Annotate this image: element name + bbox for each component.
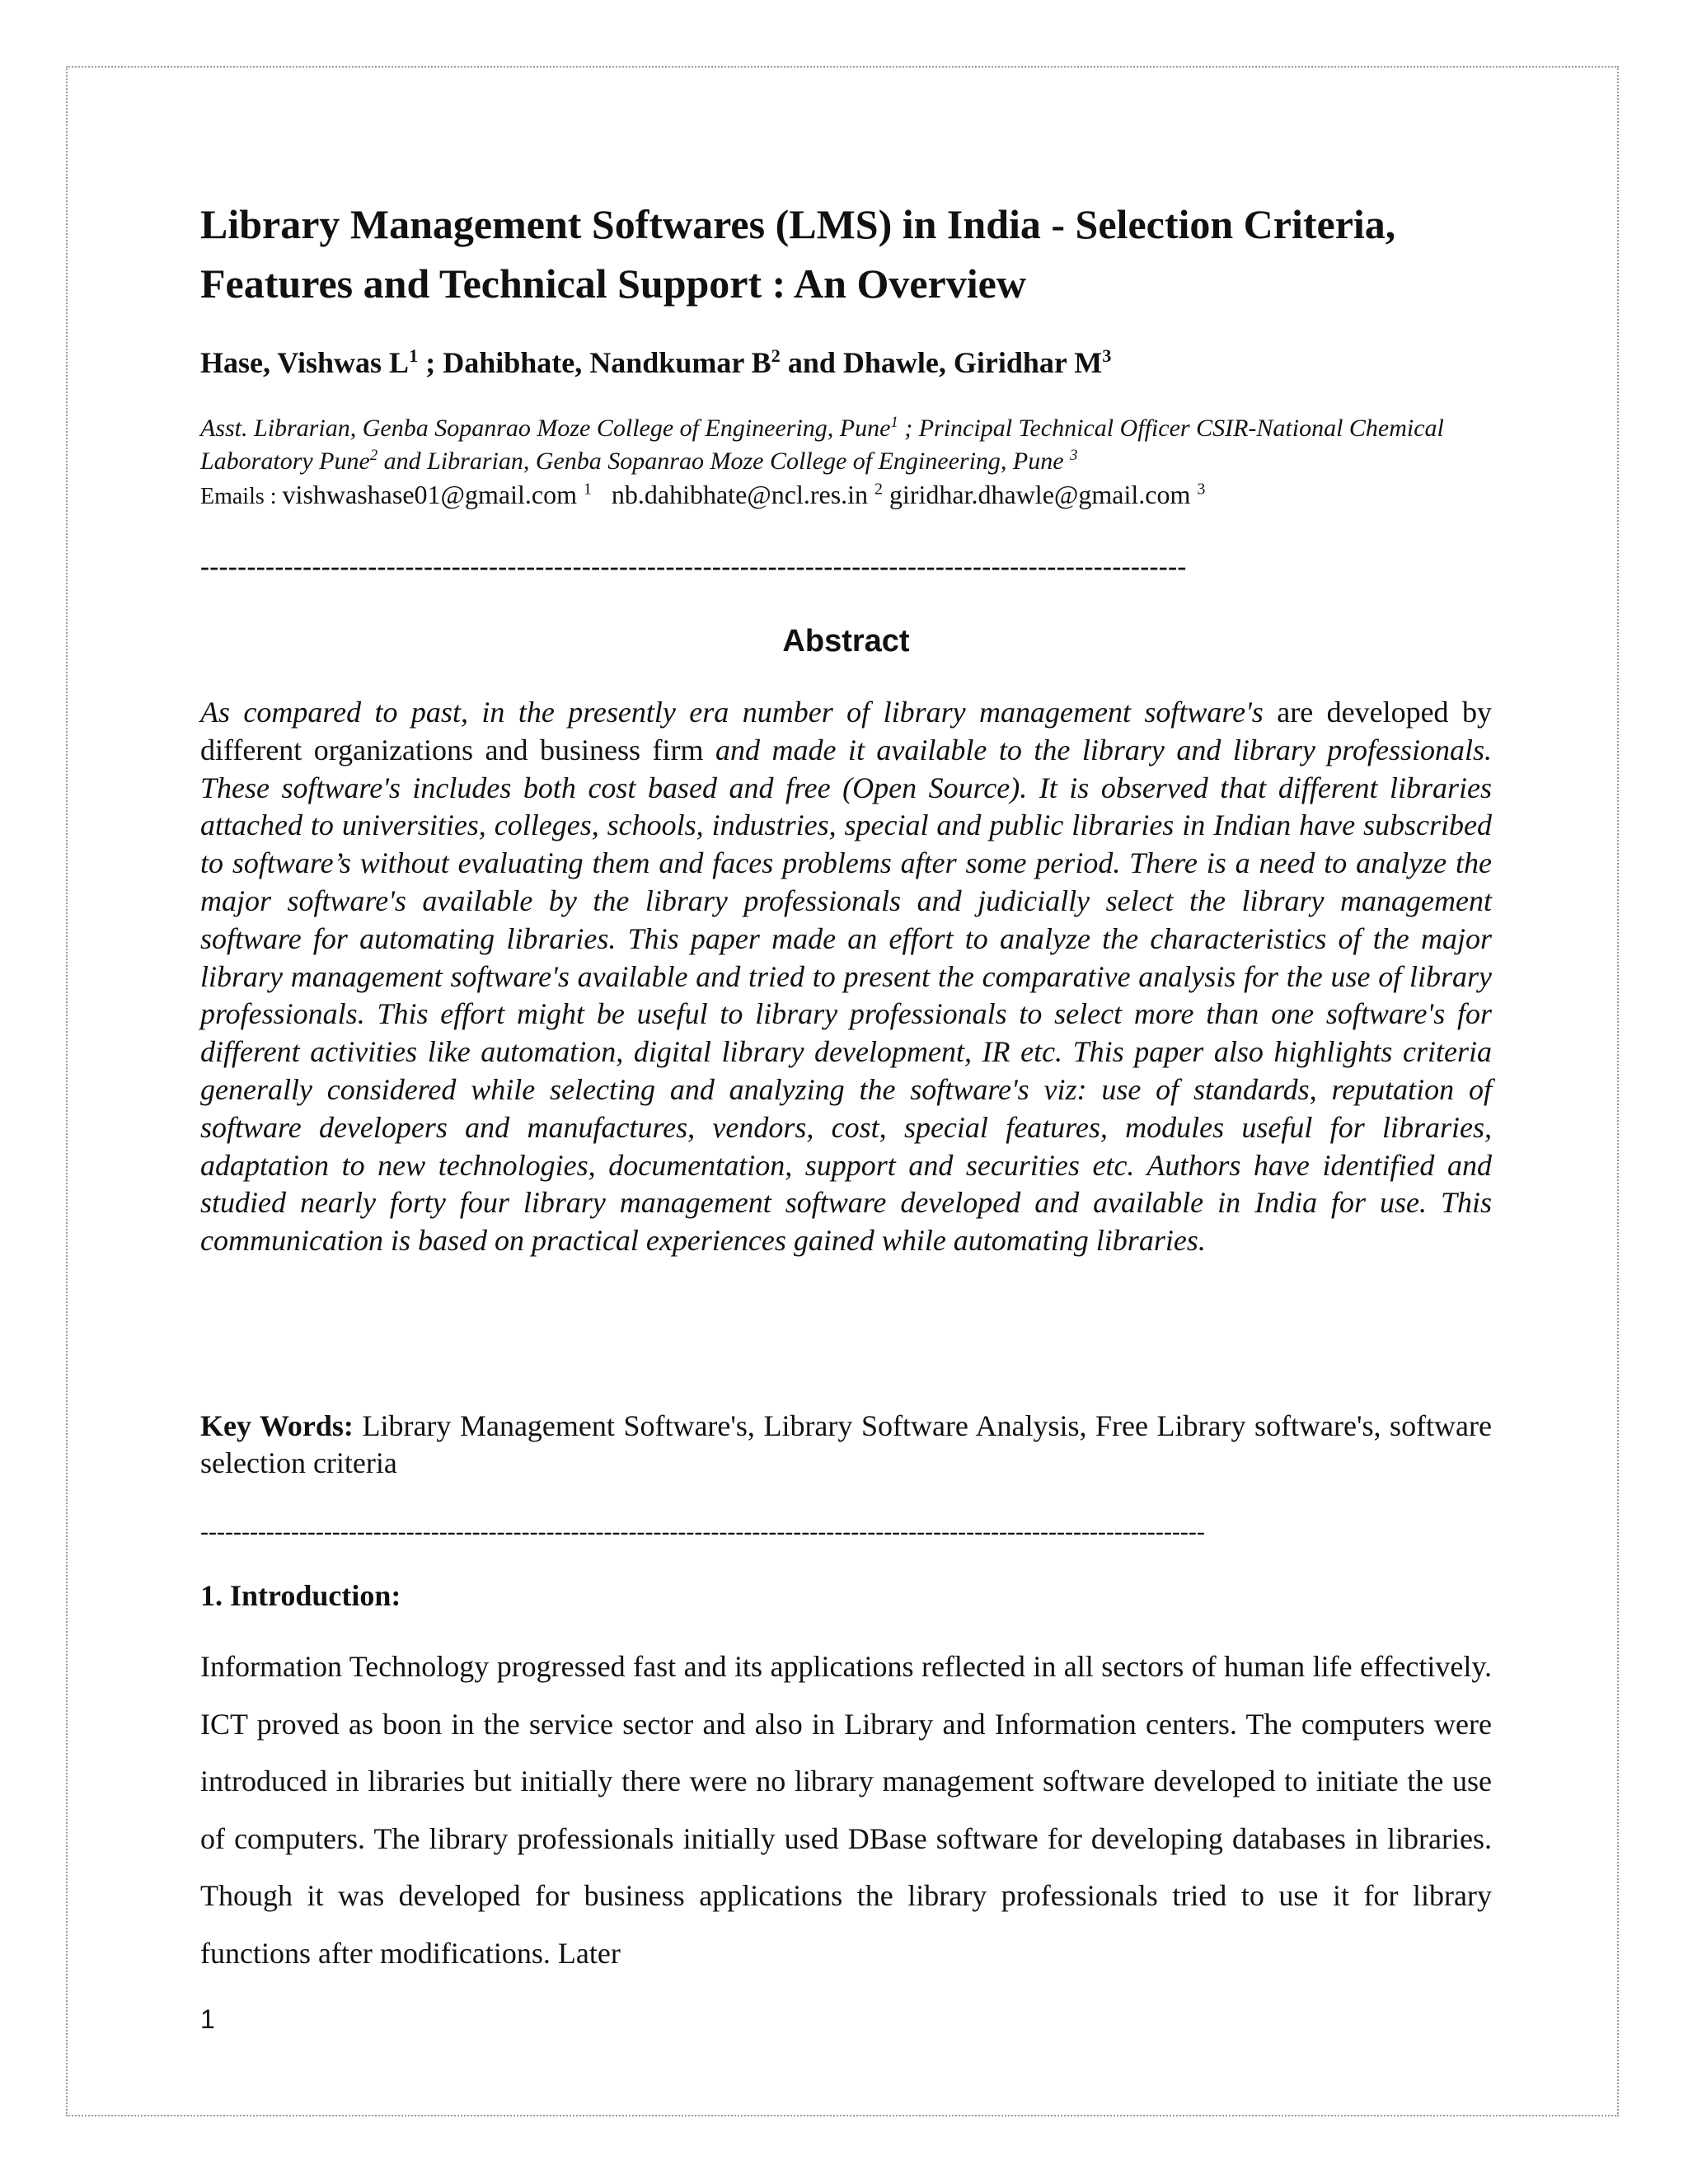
email-3[interactable]: giridhar.dhawle@gmail.com — [889, 480, 1191, 509]
affiliation-3-sup: 3 — [1070, 447, 1078, 464]
author-separator: and — [780, 346, 843, 379]
affiliations — [200, 412, 1492, 478]
affiliation-3: and Librarian, Genba Sopanrao Moze College of Engineering, Pune — [377, 448, 1071, 475]
email-list — [200, 478, 1492, 513]
email-3-sup: 3 — [1197, 480, 1206, 499]
abstract-text-1: As compared to past, in the presently era number of library management software's — [200, 696, 1264, 729]
author-1: Hase, Vishwas L — [200, 346, 410, 379]
author-3-sup: 3 — [1102, 345, 1112, 366]
abstract-body — [200, 694, 1492, 1260]
separator-bold: ---------------------------------------------------------------------------------------------------------- — [200, 552, 1187, 582]
keywords-text: Library Management Software's, Library Software Analysis, Free Library software's, software selection criteria — [200, 1409, 1492, 1479]
page-number: 1 — [200, 2004, 215, 2034]
author-list — [200, 343, 1492, 382]
abstract-heading: Abstract — [782, 624, 910, 658]
introduction-body: Information Technology progressed fast and its applications reflected in all sectors of human life effectively. ICT proved as boon in the service sector and also in Library and Information centers. The computers were introduced in libraries but initially there were no library management software developed to initiate the use of computers. The library professionals initially used DBase software for developing databases in libraries. Though it was developed for business applications the library professionals tried to use it for library functions after modifications. Later — [200, 1650, 1492, 1970]
affiliation-1: Asst. Librarian, Genba Sopanrao Moze College of Engineering, Pune — [200, 415, 891, 442]
emails-label: Emails : — [200, 484, 283, 509]
author-2-sup: 2 — [771, 345, 781, 366]
email-2-sup: 2 — [874, 480, 883, 499]
author-separator: ; — [418, 346, 443, 379]
abstract-text-2: are developed by different organizations and business firm — [200, 696, 1492, 766]
keywords-label: Key Words: — [200, 1409, 354, 1442]
affiliation-2-sup: 2 — [369, 447, 378, 464]
abstract-text-3: and made it available to the library and library professionals. These software's includes both cost based and free (Open Source). It is observed that different libraries attached to universities, colleges, schools, industries, special and public libraries in Indian have subscribed to software’s without evaluating them and faces problems after some period. There is a need to analyze the major software's available by the library professionals and judicially select the library management software for automating libraries. This paper made an effort to analyze the characteristics of the major library management software's available and tried to present the comparative analysis for the use of library professionals. This effort might be useful to library professionals to select more than one software's for different activities like automation, digital library development, IR etc. This paper also highlights criteria generally considered while selecting and analyzing the software's viz: use of standards, reputation of software developers and manufactures, vendors, cost, special features, modules useful for libraries, adaptation to new technologies, documentation, support and securities etc. Authors have identified and studied nearly forty four library management software developed and available in India for use. This communication is based on practical experiences gained while automating libraries. — [200, 733, 1492, 1258]
email-1-sup: 1 — [583, 480, 592, 499]
author-2: Dahibhate, Nandkumar B — [443, 346, 771, 379]
email-1[interactable]: vishwashase01@gmail.com — [282, 480, 577, 509]
introduction-heading: 1. Introduction: — [200, 1579, 401, 1612]
author-1-sup: 1 — [409, 345, 419, 366]
separator-thin: -------------------------------------------------------------------------------------------------------------------------- — [200, 1518, 1205, 1545]
email-2[interactable]: nb.dahibhate@ncl.res.in — [611, 480, 869, 509]
affiliation-1-sup: 1 — [890, 414, 898, 431]
author-3: Dhawle, Giridhar M — [842, 346, 1103, 379]
keywords — [200, 1408, 1492, 1482]
affiliation-2: ; Principal Technical Officer CSIR-National Chemical Laboratory Pune — [200, 415, 1444, 475]
paper-title: Library Management Softwares (LMS) in India - Selection Criteria, Features and Technical Support : An Overview — [200, 201, 1396, 307]
